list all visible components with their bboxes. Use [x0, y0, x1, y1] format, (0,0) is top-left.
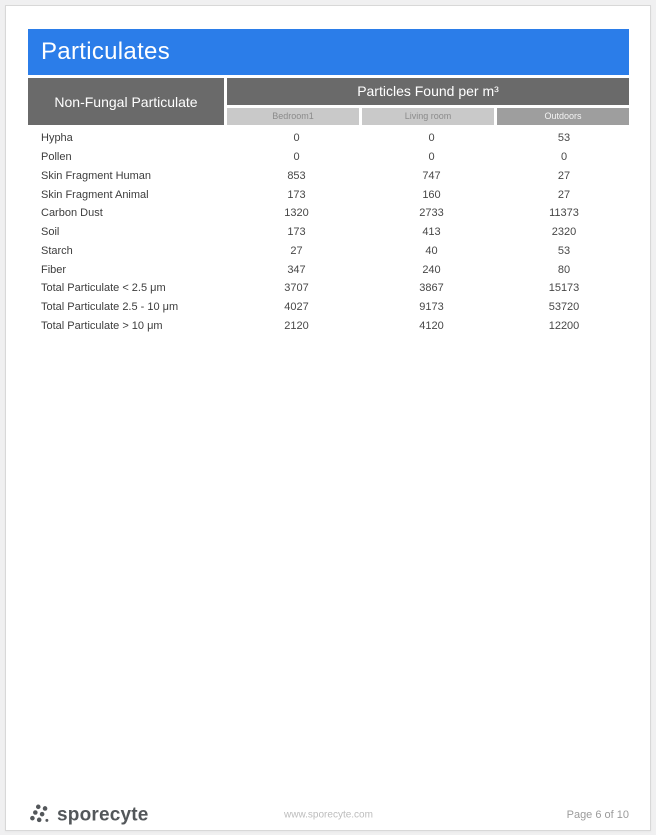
cell-bedroom1: 3707	[284, 282, 309, 295]
cell-outdoors: 27	[557, 188, 571, 201]
row-label: Fiber	[41, 263, 67, 276]
cell-outdoors: 15173	[548, 282, 580, 295]
table-row	[28, 223, 629, 242]
row-label: Pollen	[41, 151, 72, 164]
row-label: Starch	[41, 244, 73, 257]
report-title-bar	[28, 29, 629, 75]
table-row	[28, 129, 629, 148]
table-row	[28, 185, 629, 204]
table-header	[28, 78, 629, 125]
table-row	[28, 204, 629, 223]
row-label: Soil	[41, 226, 60, 239]
page-footer	[28, 798, 629, 832]
cell-bedroom1: 0	[293, 151, 300, 164]
table-row	[28, 167, 629, 186]
cell-bedroom1: 4027	[284, 301, 309, 314]
cell-bedroom1: 853	[287, 169, 306, 182]
cell-outdoors: 2320	[551, 226, 577, 239]
table-row	[28, 260, 629, 279]
cell-outdoors: 12200	[548, 319, 580, 332]
cell-living-room: 160	[422, 188, 441, 201]
cell-bedroom1: 1320	[284, 207, 309, 220]
cell-bedroom1: 2120	[284, 319, 309, 332]
cell-living-room: 2733	[419, 207, 444, 220]
group-header: Particles Found per m³	[227, 78, 629, 105]
cell-bedroom1: 173	[287, 226, 306, 239]
table-row	[28, 279, 629, 298]
cell-outdoors: 27	[557, 169, 571, 182]
cell-bedroom1: 173	[287, 188, 306, 201]
cell-living-room: 0	[428, 132, 435, 145]
table-row	[28, 298, 629, 317]
cell-bedroom1: 27	[290, 244, 303, 257]
row-label: Carbon Dust	[41, 207, 103, 220]
table-row	[28, 242, 629, 261]
cell-bedroom1: 0	[293, 132, 300, 145]
brand-wordmark: sporecyte	[57, 804, 149, 825]
cell-outdoors: 53	[557, 244, 571, 257]
column-header-outdoors: Outdoors	[497, 108, 629, 125]
cell-living-room: 413	[422, 226, 441, 239]
report-page	[5, 5, 651, 831]
cell-living-room: 747	[422, 169, 441, 182]
row-group-header: Non-Fungal Particulate	[28, 78, 224, 125]
cell-living-room: 40	[425, 244, 438, 257]
table-body	[28, 129, 629, 335]
column-header-living-room: Living room	[362, 108, 494, 125]
report-content	[28, 29, 629, 335]
cell-bedroom1: 347	[287, 263, 306, 276]
cell-outdoors: 11373	[549, 207, 579, 220]
row-label: Skin Fragment Animal	[41, 188, 149, 201]
column-header-row	[227, 108, 629, 125]
cell-outdoors: 0	[560, 151, 568, 164]
row-label: Total Particulate < 2.5 μm	[41, 282, 166, 295]
cell-living-room: 3867	[419, 282, 444, 295]
cell-outdoors: 53720	[548, 301, 580, 314]
row-label: Skin Fragment Human	[41, 169, 152, 182]
cell-living-room: 4120	[419, 319, 444, 332]
cell-outdoors: 80	[557, 263, 571, 276]
cell-living-room: 9173	[419, 301, 444, 314]
row-label: Hypha	[41, 132, 73, 145]
footer-page-indicator: Page 6 of 10	[566, 809, 629, 821]
column-group	[227, 78, 629, 125]
column-header-bedroom1: Bedroom1	[227, 108, 359, 125]
row-label: Total Particulate > 10 μm	[41, 319, 163, 332]
cell-outdoors: 53	[557, 132, 571, 145]
cell-living-room: 240	[422, 263, 441, 276]
table-row	[28, 148, 629, 167]
table-row	[28, 317, 629, 336]
footer-website: www.sporecyte.com	[284, 809, 373, 821]
particulates-table	[28, 78, 629, 335]
page-title: Particulates	[41, 38, 170, 65]
row-label: Total Particulate 2.5 - 10 μm	[41, 301, 179, 314]
cell-living-room: 0	[428, 151, 435, 164]
